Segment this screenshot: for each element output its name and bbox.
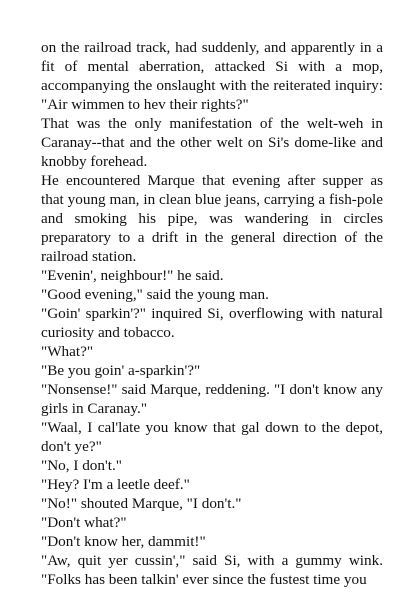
paragraph: "Aw, quit yer cussin'," said Si, with a gummy wink. "Folks has been talkin' ever since the fustest time you <box>41 552 383 588</box>
paragraph: "Waal, I cal'late you know that gal down to the depot, don't ye?" <box>41 419 383 455</box>
paragraph: "Don't know her, dammit!" <box>41 533 206 550</box>
paragraph: "Hey? I'm a leetle deef." <box>41 476 190 493</box>
paragraph: on the railroad track, had suddenly, and apparently in a fit of mental aberration, attacked Si with a mop, accompanying the onslaught with the reiterated inquiry: "Air wimmen to hev their rights?" <box>41 39 383 113</box>
paragraph: "What?" <box>41 343 94 360</box>
paragraph: He encountered Marque that evening after supper as that young man, in clean blue jeans, carrying a fish-pole and smoking his pipe, was wandering in circles preparatory to a drift in the general direction of the railroad station. <box>41 172 383 265</box>
paragraph: "Nonsense!" said Marque, reddening. "I don't know any girls in Caranay." <box>41 381 383 417</box>
paragraph: "No!" shouted Marque, "I don't." <box>41 495 242 512</box>
page-text <box>41 38 383 589</box>
paragraph: "No, I don't." <box>41 457 122 474</box>
paragraph: That was the only manifestation of the welt-weh in Caranay--that and the other welt on Si's dome-like and knobby forehead. <box>41 115 383 170</box>
paragraph: "Goin' sparkin'?" inquired Si, overflowing with natural curiosity and tobacco. <box>41 305 383 341</box>
paragraph: "Good evening," said the young man. <box>41 286 269 303</box>
paragraph: "Be you goin' a-sparkin'?" <box>41 362 201 379</box>
paragraph: "Don't what?" <box>41 514 127 531</box>
paragraph: "Evenin', neighbour!" he said. <box>41 267 224 284</box>
